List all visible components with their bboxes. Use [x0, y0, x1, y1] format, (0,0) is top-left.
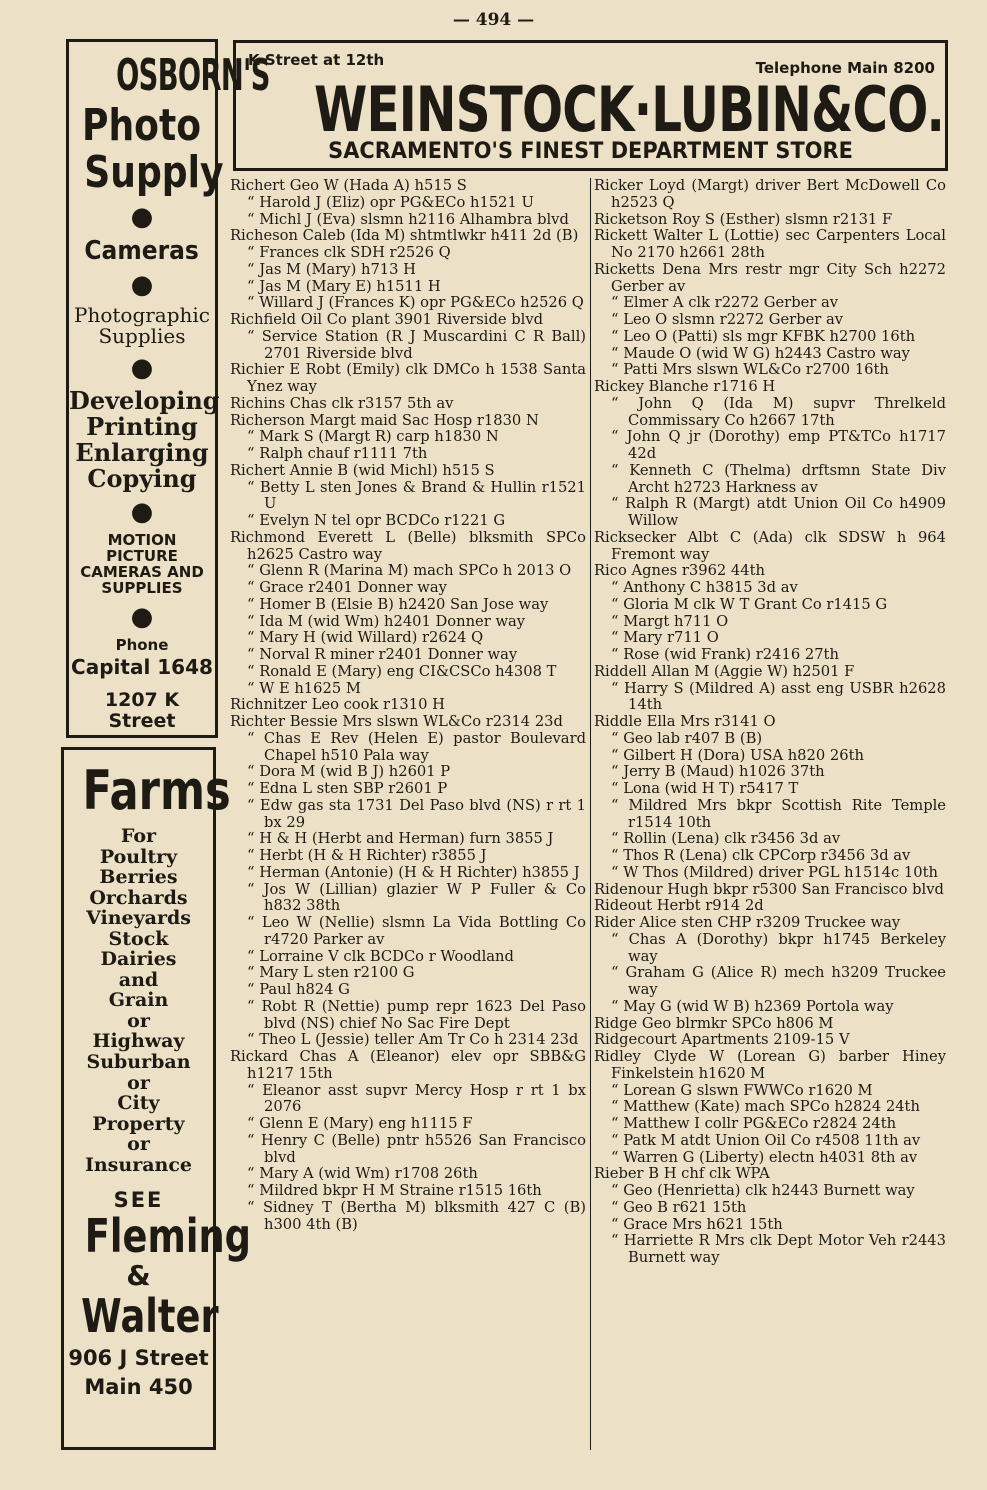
- directory-entry: Richier E Robt (Emily) clk DMCo h 1538 Santa Ynez way: [230, 361, 586, 395]
- directory-entry: Richfield Oil Co plant 3901 Riverside blvd: [230, 311, 544, 328]
- directory-entry: “ Matthew I collr PG&ECo r2824 24th: [594, 1116, 946, 1133]
- directory-entry: “ Evelyn N tel opr BCDCo r1221 G: [230, 513, 586, 530]
- directory-entry: “ Glenn R (Marina M) mach SPCo h 2013 O: [230, 563, 586, 580]
- ad-phone-label: Phone: [115, 635, 169, 654]
- directory-entry: “ Warren G (Liberty) electn h4031 8th av: [594, 1150, 946, 1167]
- ad-see: SEE: [113, 1188, 164, 1213]
- directory-entry: “ Mary L sten r2100 G: [230, 965, 586, 982]
- directory-entry: “ John Q (Ida M) supvr Threlkeld Commissary Co h2667 17th: [594, 396, 946, 430]
- ad-item: Property: [92, 1112, 185, 1135]
- directory-entry: “ Herbt (H & H Richter) r3855 J: [230, 848, 586, 865]
- ad-ampersand: &: [126, 1259, 151, 1293]
- ad-line-supply: Supply: [84, 147, 224, 199]
- directory-entry: “ Edna L sten SBP r2601 P: [230, 781, 586, 798]
- directory-entry: “ Henry C (Belle) pntr h5526 San Francisco blvd: [230, 1133, 586, 1167]
- directory-entry: “ Herman (Antonie) (H & H Richter) h3855 J: [230, 865, 586, 882]
- bullet-icon: ●: [130, 601, 154, 632]
- directory-entry: “ Eleanor asst supvr Mercy Hosp r rt 1 bx 2076: [230, 1083, 586, 1117]
- ad-item: Suburban: [86, 1050, 191, 1073]
- directory-entry: “ Geo (Henrietta) clk h2443 Burnett way: [594, 1183, 946, 1200]
- directory-entry: Rico Agnes r3962 44th: [594, 562, 765, 580]
- ad-printing: Printing: [86, 411, 198, 441]
- directory-entry: “ Norval R miner r2401 Donner way: [230, 647, 586, 664]
- ad-enlarging: Enlarging: [75, 437, 209, 467]
- directory-entry: “ John Q jr (Dorothy) emp PT&TCo h1717 42d: [594, 429, 946, 463]
- directory-entry: “ Betty L sten Jones & Brand & Hullin r1521 U: [230, 480, 586, 514]
- directory-entry: “ Mildred bkpr H M Straine r1515 16th: [230, 1183, 586, 1200]
- page-number: — 494 —: [452, 10, 535, 30]
- bullet-icon: ●: [130, 201, 154, 232]
- directory-entry: “ Grace r2401 Donner way: [230, 580, 586, 597]
- ad-developing: Developing: [69, 386, 220, 416]
- directory-entry: Ricketts Dena Mrs restr mgr City Sch h2272 Gerber av: [594, 260, 946, 295]
- bullet-icon: ●: [130, 352, 154, 383]
- directory-entry: “ Grace Mrs h621 15th: [594, 1217, 946, 1234]
- directory-entry: “ Lona (wid H T) r5417 T: [594, 781, 946, 798]
- ad-item: and: [118, 968, 159, 991]
- directory-entry: “ Ronald E (Mary) eng CI&CSCo h4308 T: [230, 664, 586, 681]
- directory-entry: Riddell Allan M (Aggie W) h2501 F: [594, 662, 855, 680]
- ad-phone: Capital 1648: [71, 654, 213, 679]
- ad-title: Farms: [82, 759, 231, 822]
- ad-item: Poultry: [99, 845, 178, 868]
- directory-entry: “ Mary H (wid Willard) r2624 Q: [230, 630, 586, 647]
- directory-entry: Rickard Chas A (Eleanor) elev opr SBB&G h1217 15th: [230, 1048, 586, 1082]
- directory-entry: “ Graham G (Alice R) mech h3209 Truckee way: [594, 965, 946, 999]
- directory-entry: “ Mary A (wid Wm) r1708 26th: [230, 1166, 586, 1183]
- directory-entry: “ Harriette R Mrs clk Dept Motor Veh r2443 Burnett way: [594, 1233, 946, 1267]
- banner-store-name: WEINSTOCK·LUBIN&CO.: [313, 73, 945, 146]
- osborn-photo-supply-ad: [66, 39, 270, 738]
- ad-item: Dairies: [100, 948, 177, 971]
- directory-entry: Richter Bessie Mrs slswn WL&Co r2314 23d: [230, 713, 563, 730]
- directory-entry: Richnitzer Leo cook r1310 H: [230, 696, 445, 714]
- ad-item: or: [127, 1133, 150, 1156]
- directory-entry: “ Sidney T (Bertha M) blksmith 427 C (B) h300 4th (B): [230, 1200, 586, 1234]
- directory-column-left: [230, 178, 586, 1233]
- ad-address: 1207 K Street: [104, 689, 180, 732]
- directory-entry: “ May G (wid W B) h2369 Portola way: [594, 999, 946, 1016]
- directory-entry: Ridenour Hugh bkpr r5300 San Francisco blvd: [594, 880, 944, 898]
- directory-entry: Rieber B H chf clk WPA: [594, 1165, 770, 1183]
- ad-address: 906 J Street: [68, 1346, 209, 1371]
- ad-supplies: Supplies: [98, 324, 186, 349]
- directory-entry: “ Jerry B (Maud) h1026 37th: [594, 764, 946, 781]
- ad-motion: MOTION: [107, 530, 177, 549]
- directory-entry: “ Ida M (wid Wm) h2401 Donner way: [230, 614, 586, 631]
- directory-entry: “ Leo O (Patti) sls mgr KFBK h2700 16th: [594, 329, 946, 346]
- directory-column-right: [594, 178, 946, 1267]
- ad-item: or: [127, 1009, 150, 1032]
- ad-picture: PICTURE: [106, 546, 178, 565]
- bullet-icon: ●: [130, 496, 154, 527]
- directory-entry: “ Gloria M clk W T Grant Co r1415 G: [594, 597, 946, 614]
- ad-item: or: [127, 1071, 150, 1094]
- directory-entry: “ Ralph R (Margt) atdt Union Oil Co h4909 Willow: [594, 496, 946, 530]
- directory-entry: “ Gilbert H (Dora) USA h820 26th: [594, 748, 946, 765]
- directory-entry: “ Dora M (wid B J) h2601 P: [230, 764, 586, 781]
- directory-entry: “ Kenneth C (Thelma) drftsmn State Div Archt h2723 Harkness av: [594, 463, 946, 497]
- ad-item: For: [120, 825, 157, 848]
- ad-photographic: Photographic: [73, 302, 211, 327]
- ad-item: Stock: [108, 927, 169, 950]
- directory-entry: Richert Geo W (Hada A) h515 S: [230, 177, 467, 194]
- directory-entry: Ricketson Roy S (Esther) slsmn r2131 F: [594, 210, 893, 228]
- fleming-walter-farms-ad: [61, 747, 251, 1450]
- ad-line-photo: Photo: [82, 99, 202, 151]
- directory-entry: Richmond Everett L (Belle) blksmith SPCo h2625 Castro way: [230, 528, 586, 563]
- directory-entry: Rideout Herbt r914 2d: [594, 897, 764, 915]
- directory-entry: “ Jos W (Lillian) glazier W P Fuller & Co h832 38th: [230, 882, 586, 916]
- banner-telephone: Telephone Main 8200: [755, 59, 935, 77]
- directory-entry: “ Rose (wid Frank) r2416 27th: [594, 647, 946, 664]
- directory-entry: “ Jas M (Mary) h713 H: [230, 262, 586, 279]
- directory-entry: “ Harold J (Eliz) opr PG&ECo h1521 U: [230, 195, 586, 212]
- directory-entry: “ Lorean G slswn FWWCo r1620 M: [594, 1083, 946, 1100]
- directory-entry: Ridgecourt Apartments 2109-15 V: [594, 1031, 850, 1049]
- directory-entry: “ Anthony C h3815 3d av: [594, 580, 946, 597]
- directory-entry: “ Leo W (Nellie) slsmn La Vida Bottling Co r4720 Parker av: [230, 915, 586, 949]
- directory-entry: “ Harry S (Mildred A) asst eng USBR h2628 14th: [594, 681, 946, 715]
- directory-entry: “ Mary r711 O: [594, 630, 946, 647]
- directory-entry: “ Glenn E (Mary) eng h1115 F: [230, 1116, 586, 1133]
- ad-name-fleming: Fleming: [84, 1208, 251, 1263]
- ad-cameras: Cameras: [84, 235, 200, 266]
- ad-item: Vineyards: [86, 907, 191, 930]
- directory-entry: “ Homer B (Elsie B) h2420 San Jose way: [230, 597, 586, 614]
- directory-entry: “ Ralph chauf r1111 7th: [230, 446, 586, 463]
- directory-entry: Ricker Loyd (Margt) driver Bert McDowell Co h2523 Q: [594, 177, 946, 211]
- ad-cameras-and: CAMERAS AND: [80, 563, 204, 582]
- directory-entry: Riddle Ella Mrs r3141 O: [594, 713, 776, 730]
- ad-title: OSBORN'S: [116, 50, 270, 101]
- directory-entry: “ Lorraine V clk BCDCo r Woodland: [230, 949, 586, 966]
- directory-entry: “ Margt h711 O: [594, 614, 946, 631]
- directory-entry: Rickett Walter L (Lottie) sec Carpenters Local No 2170 h2661 28th: [594, 227, 946, 261]
- ad-copying: Copying: [87, 463, 197, 493]
- directory-entry: “ Mildred Mrs bkpr Scottish Rite Temple r1514 10th: [594, 798, 946, 832]
- bullet-icon: ●: [130, 269, 154, 300]
- directory-entry: “ Rollin (Lena) clk r3456 3d av: [594, 831, 946, 848]
- directory-entry: “ Matthew (Kate) mach SPCo h2824 24th: [594, 1099, 946, 1116]
- ad-item-list: [64, 826, 213, 1175]
- ad-item: City: [117, 1092, 160, 1115]
- directory-entry: “ Chas A (Dorothy) bkpr h1745 Berkeley way: [594, 932, 946, 966]
- directory-entry: Richeson Caleb (Ida M) shtmtlwkr h411 2d (B): [230, 227, 579, 245]
- directory-entry: Rider Alice sten CHP r3209 Truckee way: [594, 914, 901, 931]
- ad-phone: Main 450: [84, 1375, 193, 1399]
- directory-entry: “ Frances clk SDH r2526 Q: [230, 245, 586, 262]
- ad-item: Highway: [92, 1030, 185, 1053]
- directory-entry: “ Mark S (Margt R) carp h1830 N: [230, 429, 586, 446]
- directory-entry: “ Robt R (Nettie) pump repr 1623 Del Paso blvd (NS) chief No Sac Fire Dept: [230, 999, 586, 1033]
- directory-entry: Ricksecker Albt C (Ada) clk SDSW h 964 Fremont way: [594, 528, 946, 563]
- directory-entry: Richins Chas clk r3157 5th av: [230, 394, 454, 412]
- directory-entry: “ Jas M (Mary E) h1511 H: [230, 279, 586, 296]
- directory-entry: “ H & H (Herbt and Herman) furn 3855 J: [230, 831, 586, 848]
- weinstock-lubin-banner: [233, 40, 948, 171]
- directory-entry: “ W Thos (Mildred) driver PGL h1514c 10th: [594, 865, 946, 882]
- banner-tagline: SACRAMENTO'S FINEST DEPARTMENT STORE: [328, 139, 853, 164]
- ad-supplies-caps: SUPPLIES: [101, 579, 183, 598]
- directory-entry: “ Patti Mrs slswn WL&Co r2700 16th: [594, 362, 946, 379]
- directory-entry: “ Leo O slsmn r2272 Gerber av: [594, 312, 946, 329]
- ad-name-walter: Walter: [81, 1288, 219, 1343]
- directory-entry: “ Geo lab r407 B (B): [594, 731, 946, 748]
- directory-entry: “ Theo L (Jessie) teller Am Tr Co h 2314 23d: [230, 1032, 586, 1049]
- directory-entry: “ Patk M atdt Union Oil Co r4508 11th av: [594, 1133, 946, 1150]
- directory-entry: “ Maude O (wid W G) h2443 Castro way: [594, 346, 946, 363]
- directory-entry: “ Chas E Rev (Helen E) pastor Boulevard Chapel h510 Pala way: [230, 731, 586, 765]
- directory-entry: “ Paul h824 G: [230, 982, 586, 999]
- ad-item: Insurance: [84, 1153, 192, 1176]
- directory-entry: “ Elmer A clk r2272 Gerber av: [594, 295, 946, 312]
- directory-entry: “ Edw gas sta 1731 Del Paso blvd (NS) r rt 1 bx 29: [230, 798, 586, 832]
- ad-item: Orchards: [89, 886, 188, 909]
- directory-entry: “ Service Station (R J Muscardini C R Ball) 2701 Riverside blvd: [230, 329, 586, 363]
- directory-entry: “ Geo B r621 15th: [594, 1200, 946, 1217]
- directory-entry: Rickey Blanche r1716 H: [594, 378, 776, 395]
- column-divider: [590, 178, 591, 1450]
- directory-entry: Richert Annie B (wid Michl) h515 S: [230, 461, 495, 479]
- banner-location: K Street at 12th: [248, 51, 385, 69]
- directory-entry: “ Thos R (Lena) clk CPCorp r3456 3d av: [594, 848, 946, 865]
- ad-item: Berries: [99, 866, 178, 889]
- ad-item: Grain: [108, 989, 169, 1012]
- directory-entry: Ridley Clyde W (Lorean G) barber Hiney Finkelstein h1620 M: [594, 1048, 946, 1082]
- directory-entry: Richerson Margt maid Sac Hosp r1830 N: [230, 411, 539, 429]
- directory-entry: Ridge Geo blrmkr SPCo h806 M: [594, 1014, 834, 1032]
- directory-entry: “ W E h1625 M: [230, 681, 586, 698]
- directory-entry: “ Michl J (Eva) slsmn h2116 Alhambra blvd: [230, 212, 586, 229]
- directory-entry: “ Willard J (Frances K) opr PG&ECo h2526 Q: [230, 295, 586, 312]
